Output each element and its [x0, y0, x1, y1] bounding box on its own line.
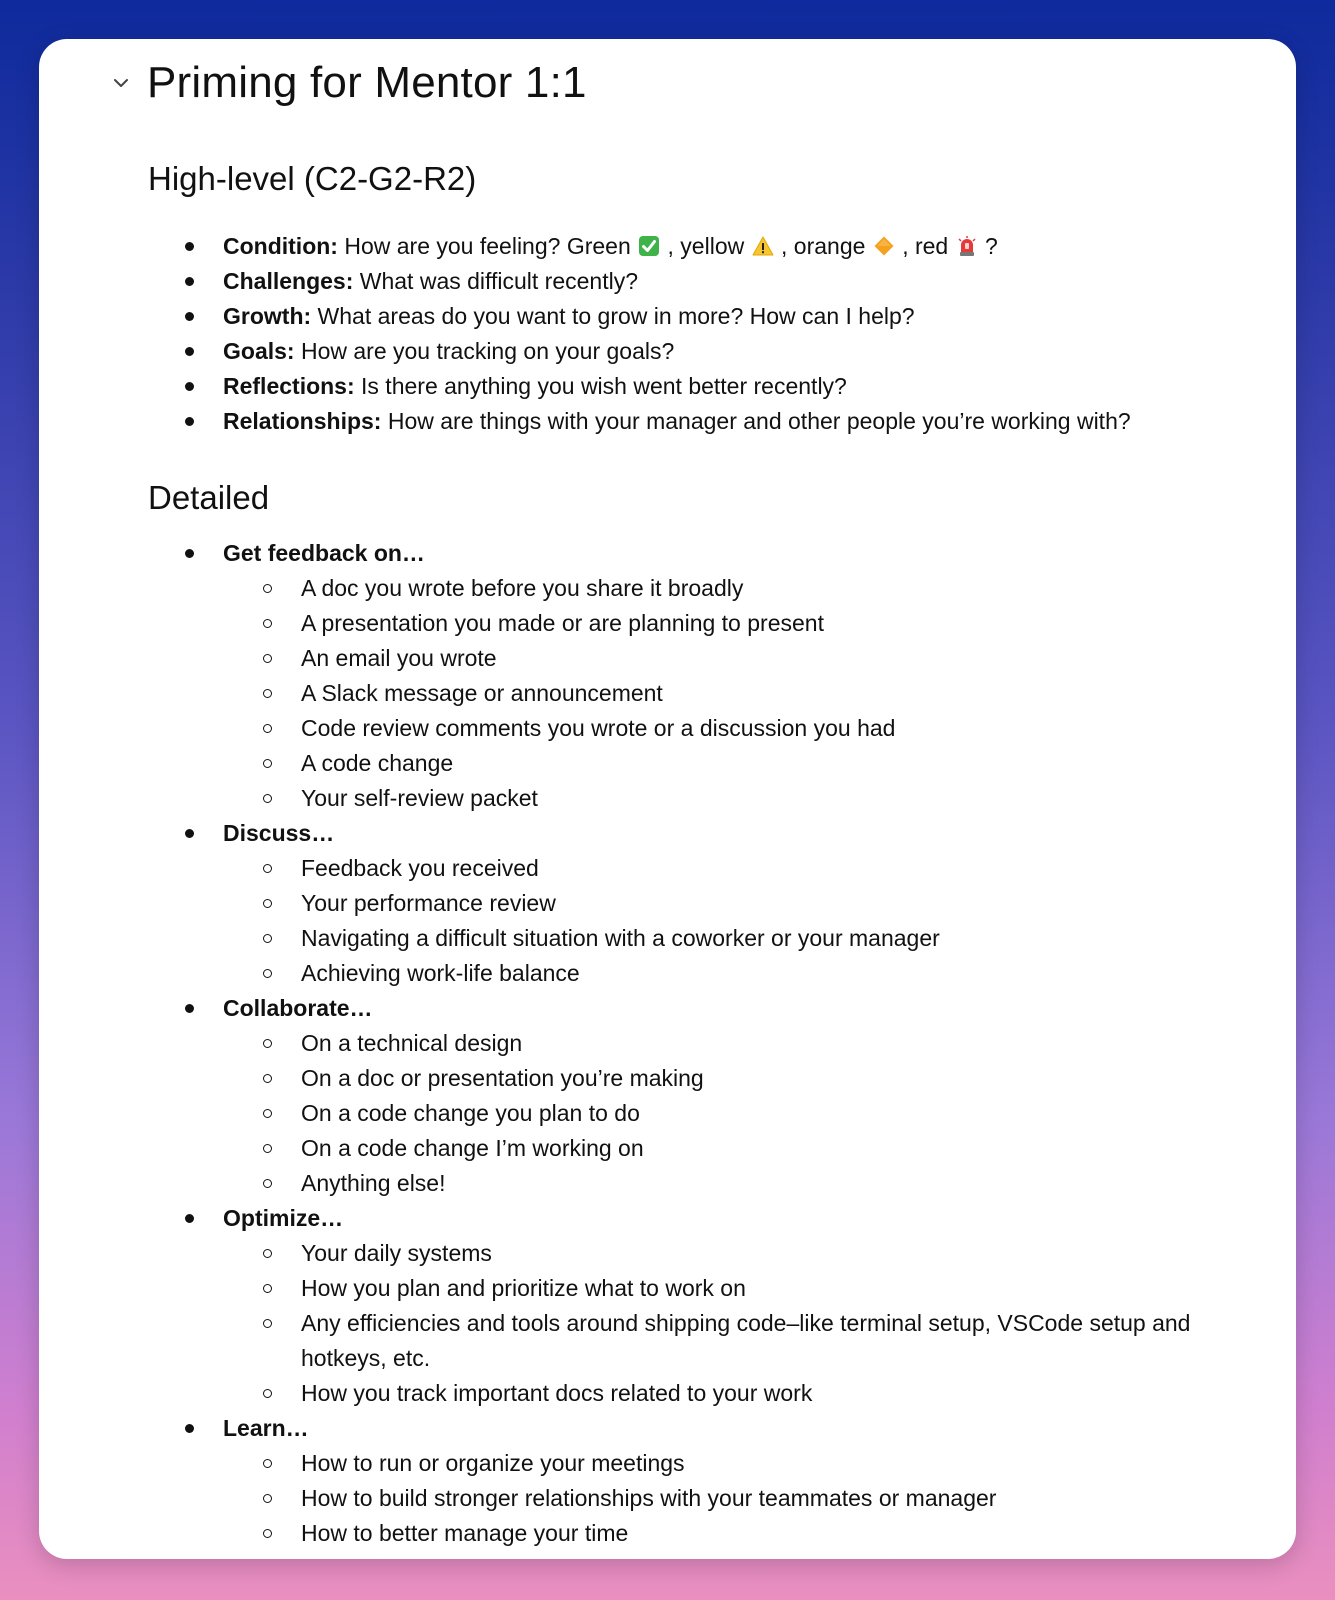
sub-list-item: A doc you wrote before you share it broadly: [223, 571, 1268, 606]
item-text: How are you feeling? Green: [337, 233, 638, 259]
sub-list-item: On a code change you plan to do: [223, 1096, 1268, 1131]
collapse-toggle[interactable]: [101, 59, 141, 107]
sub-list-item: Your performance review: [223, 886, 1268, 921]
group-learn: [148, 1411, 1268, 1551]
sub-list-item: Feedback you received: [223, 851, 1268, 886]
sub-list-item: Navigating a difficult situation with a coworker or your manager: [223, 921, 1268, 956]
list-item: [148, 334, 1268, 369]
section-heading-high-level: High-level (C2-G2-R2): [148, 160, 477, 197]
title-row: [101, 57, 587, 109]
item-text-part: ?: [978, 233, 998, 259]
item-label: Growth:: [223, 303, 312, 329]
sub-list-item: How to run or organize your meetings: [223, 1446, 1268, 1481]
sub-list-item: An email you wrote: [223, 641, 1268, 676]
item-label: Condition:: [223, 233, 338, 259]
group-label: Discuss…: [223, 820, 335, 846]
list-item: [148, 264, 1268, 299]
sub-list: [223, 1446, 1268, 1551]
list-item: [148, 369, 1268, 404]
sub-list-item: A code change: [223, 746, 1268, 781]
sub-list-item: On a technical design: [223, 1026, 1268, 1061]
sub-list-item: On a code change I’m working on: [223, 1131, 1268, 1166]
warning-emoji-icon: [752, 235, 774, 257]
sub-list-item: Achieving work-life balance: [223, 956, 1268, 991]
group-label: Learn…: [223, 1415, 309, 1441]
group-discuss: [148, 816, 1268, 991]
sub-list-item: Code review comments you wrote or a discussion you had: [223, 711, 1268, 746]
item-text-part: , orange: [774, 233, 872, 259]
item-label: Relationships:: [223, 408, 382, 434]
orange-diamond-emoji-icon: [873, 235, 895, 257]
sub-list-item: Anything else!: [223, 1166, 1268, 1201]
group-label: Optimize…: [223, 1205, 344, 1231]
item-label: Goals:: [223, 338, 295, 364]
sub-list-item: A Slack message or announcement: [223, 676, 1268, 711]
sub-list-item: How you track important docs related to your work: [223, 1376, 1268, 1411]
item-label: Reflections:: [223, 373, 355, 399]
detailed-list: [148, 536, 1268, 1551]
item-label: Challenges:: [223, 268, 354, 294]
siren-emoji-icon: [956, 235, 978, 257]
item-text-part: , yellow: [661, 233, 751, 259]
list-item: [148, 229, 1268, 264]
sub-list-item: Your self-review packet: [223, 781, 1268, 816]
group-label: Collaborate…: [223, 995, 373, 1021]
check-mark-emoji-icon: [638, 235, 660, 257]
sub-list-item: On a doc or presentation you’re making: [223, 1061, 1268, 1096]
sub-list-item: Any efficiencies and tools around shipping code–like terminal setup, VSCode setup and hotkeys, etc.: [223, 1306, 1268, 1376]
sub-list-item: How you plan and prioritize what to work on: [223, 1271, 1268, 1306]
list-item: [148, 404, 1268, 439]
sub-list-item: How to build stronger relationships with your teammates or manager: [223, 1481, 1268, 1516]
group-get-feedback: [148, 536, 1268, 816]
item-text: Is there anything you wish went better recently?: [354, 373, 847, 399]
document-card: [39, 39, 1296, 1559]
item-text: How are things with your manager and other people you’re working with?: [381, 408, 1131, 434]
item-text: What was difficult recently?: [353, 268, 639, 294]
sub-list-item: A presentation you made or are planning to present: [223, 606, 1268, 641]
list-item: [148, 299, 1268, 334]
item-text-part: , red: [895, 233, 955, 259]
sub-list-item: How to better manage your time: [223, 1516, 1268, 1551]
sub-list: [223, 571, 1268, 816]
group-label: Get feedback on…: [223, 540, 425, 566]
sub-list: [223, 851, 1268, 991]
sub-list: [223, 1026, 1268, 1201]
high-level-list: [148, 229, 1268, 439]
item-text: What areas do you want to grow in more? How can I help?: [311, 303, 915, 329]
group-collaborate: [148, 991, 1268, 1201]
item-text: How are you tracking on your goals?: [294, 338, 675, 364]
sub-list: [223, 1236, 1268, 1411]
chevron-down-icon: [113, 78, 129, 88]
sub-list-item: Your daily systems: [223, 1236, 1268, 1271]
page-title: Priming for Mentor 1:1: [147, 58, 587, 107]
section-heading-detailed: Detailed: [148, 479, 270, 516]
group-optimize: [148, 1201, 1268, 1411]
